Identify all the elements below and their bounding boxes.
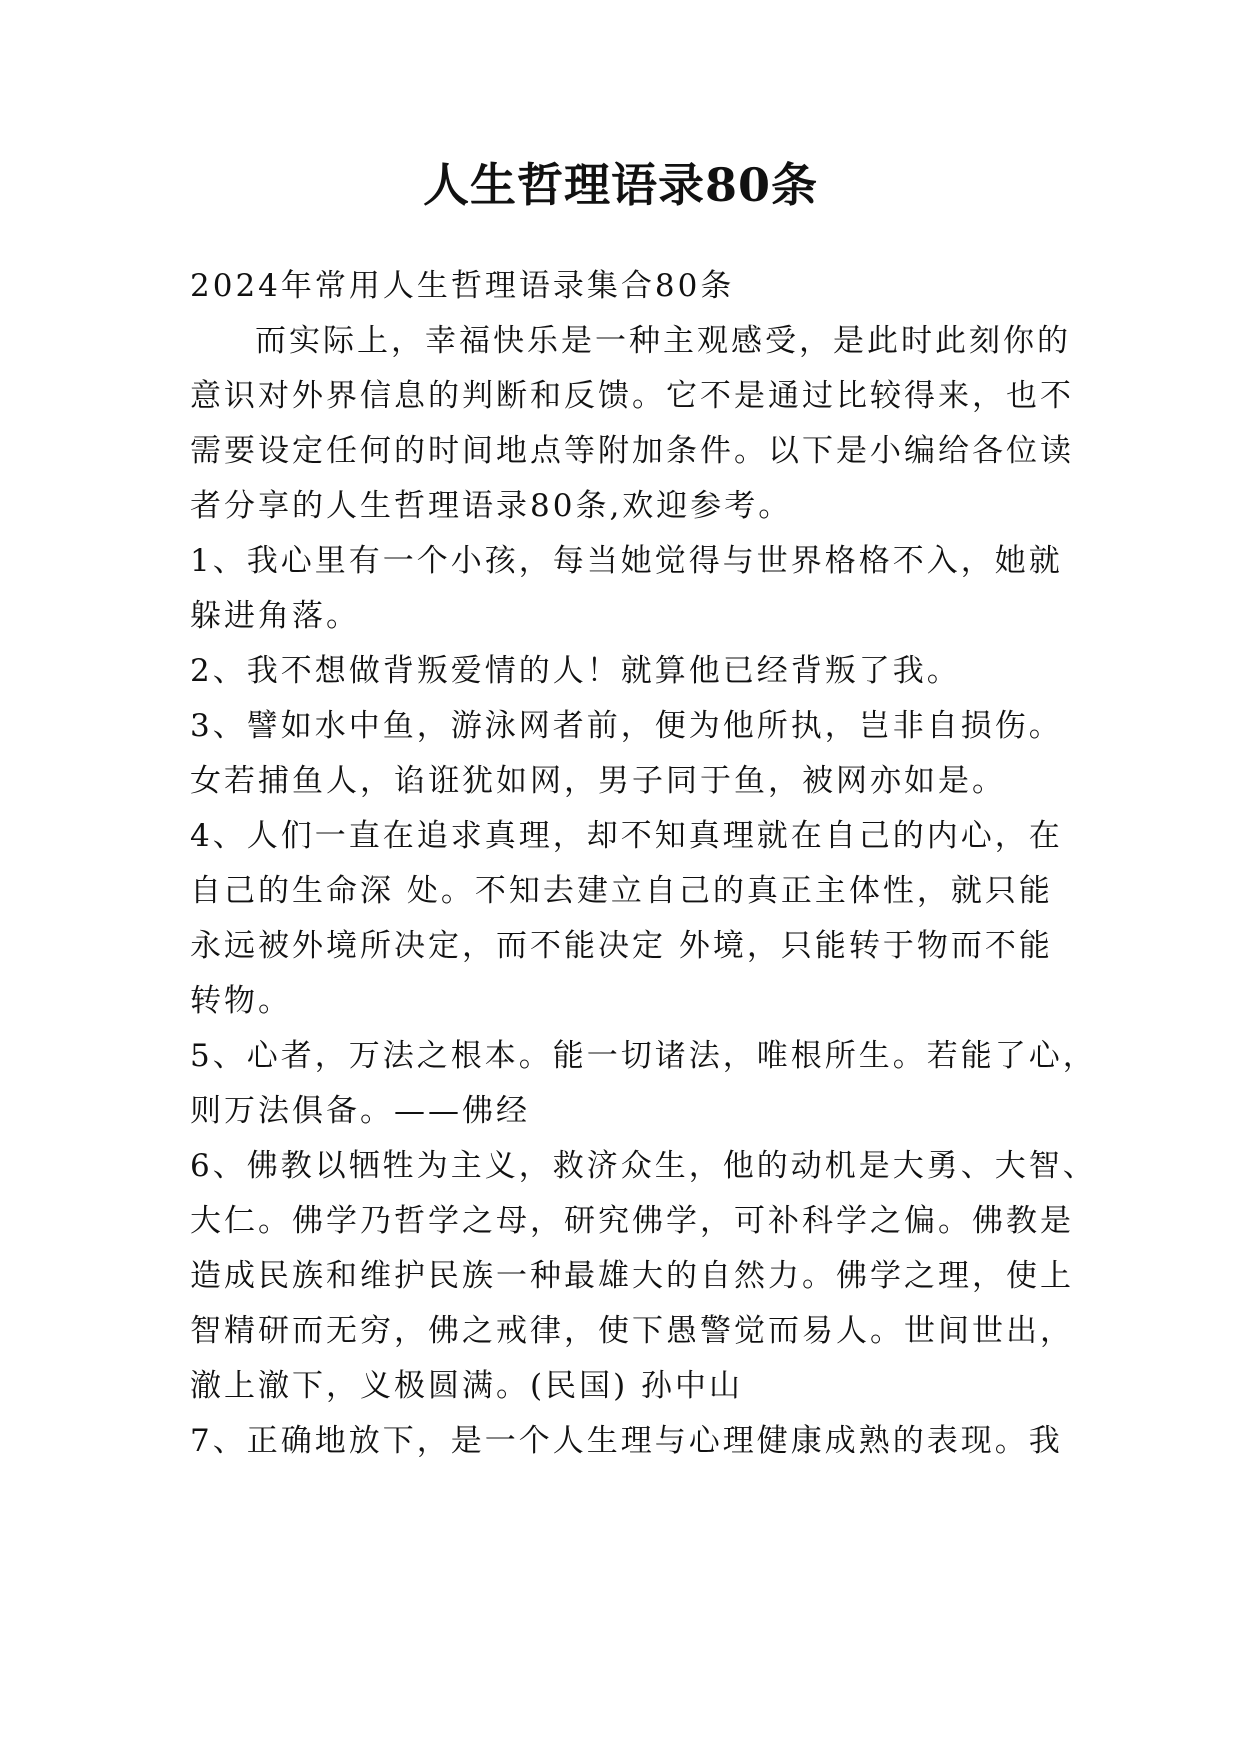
intro-line: 需要设定任何的时间地点等附加条件。以下是小编给各位读 — [190, 433, 1074, 469]
quote-line: 女若捕鱼人，谄诳犹如网，男子同于鱼，被网亦如是。 — [190, 763, 1006, 799]
subtitle-line: 2024年常用人生哲理语录集合80条 — [190, 268, 735, 304]
quote-line: 6、佛教以牺牲为主义，救济众生，他的动机是大勇、大智、 — [190, 1148, 1097, 1184]
quote-line: 则万法俱备。——佛经 — [190, 1093, 530, 1129]
intro-line: 意识对外界信息的判断和反馈。它不是通过比较得来，也不 — [190, 378, 1074, 414]
quote-line: 澈上澈下，义极圆满。(民国) 孙中山 — [190, 1368, 744, 1404]
quote-line: 7、正确地放下，是一个人生理与心理健康成熟的表现。我 — [190, 1423, 1063, 1459]
quote-line: 自己的生命深 处。不知去建立自己的真正主体性，就只能 — [190, 873, 1053, 909]
quote-line: 躲进角落。 — [190, 598, 360, 634]
quote-line: 5、心者，万法之根本。能一切诸法，唯根所生。若能了心， — [190, 1038, 1097, 1074]
quote-line: 永远被外境所决定，而不能决定 外境，只能转于物而不能 — [190, 928, 1053, 964]
quote-line: 4、人们一直在追求真理，却不知真理就在自己的内心，在 — [190, 818, 1063, 854]
quote-line: 2、我不想做背叛爱情的人！就算他已经背叛了我。 — [190, 653, 961, 689]
intro-line: 者分享的人生哲理语录80条,欢迎参考。 — [190, 488, 793, 524]
quote-line: 大仁。佛学乃哲学之母，研究佛学，可补科学之偏。佛教是 — [190, 1203, 1074, 1239]
intro-line: 而实际上，幸福快乐是一种主观感受，是此时此刻你的 — [255, 323, 1071, 359]
document-title: 人生哲理语录80条 — [422, 158, 818, 212]
quote-line: 转物。 — [190, 983, 292, 1019]
quote-line: 1、我心里有一个小孩，每当她觉得与世界格格不入，她就 — [190, 543, 1063, 579]
quote-line: 智精研而无穷，佛之戒律，使下愚警觉而易人。世间世出， — [190, 1313, 1074, 1349]
quote-line: 3、譬如水中鱼，游泳网者前，便为他所执，岂非自损伤。 — [190, 708, 1063, 744]
quote-line: 造成民族和维护民族一种最雄大的自然力。佛学之理，使上 — [190, 1258, 1074, 1294]
